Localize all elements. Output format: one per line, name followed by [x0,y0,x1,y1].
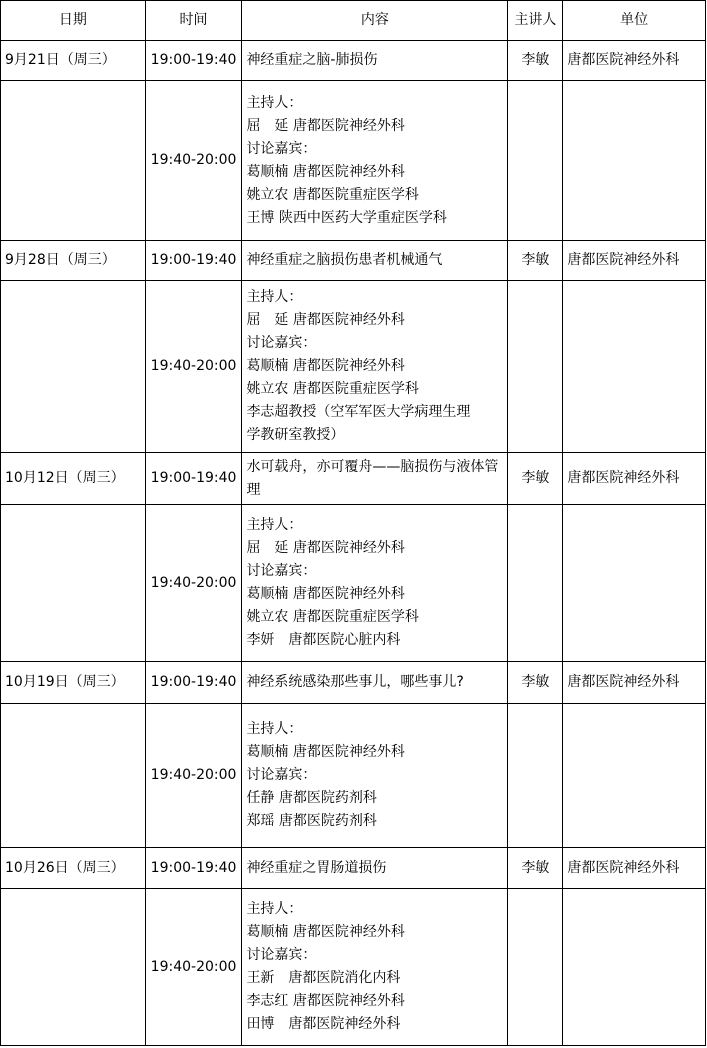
speaker-unit: 唐都医院神经外科 [563,662,706,704]
header-time: 时间 [145,1,242,41]
speaker-unit: 唐都医院神经外科 [563,41,706,81]
session-date: 10月19日（周三） [1,662,146,704]
discussion-line: 郑瑶 唐都医院药剂科 [246,813,377,829]
discussion-line: 屈 延 唐都医院神经外科 [246,312,405,328]
empty-date-cell [1,81,146,241]
discussion-line: 姚立农 唐都医院重症医学科 [246,609,419,625]
discussion-line: 李志超教授（空军军医大学病理生理 [246,404,471,420]
discussion-line: 姚立农 唐都医院重症医学科 [246,381,419,397]
talk-row [1,453,706,505]
talk-row [1,241,706,281]
empty-date-cell [1,505,146,662]
discussion-line: 王新 唐都医院消化内科 [246,970,401,986]
discussion-line: 王博 陕西中医药大学重症医学科 [246,209,447,226]
header-speaker: 主讲人 [508,1,563,41]
empty-date-cell [1,889,146,1046]
header-row [1,1,706,41]
discussion-line: 葛顺楠 唐都医院神经外科 [246,586,405,602]
header-content: 内容 [242,1,508,41]
discussion-line: 屈 延 唐都医院神经外科 [246,540,405,556]
empty-unit-cell [563,281,706,453]
empty-date-cell [1,281,146,453]
discussion-line: 葛顺楠 唐都医院神经外科 [246,358,405,374]
talk-topic: 神经系统感染那些事儿，哪些事儿? [242,662,508,704]
empty-unit-cell [563,81,706,241]
empty-unit-cell [563,889,706,1046]
discussion-line: 任静 唐都医院药剂科 [246,790,377,806]
discussion-row [1,505,706,662]
discussion-line: 主持人： [246,94,303,111]
discussion-line: 葛顺楠 唐都医院神经外科 [246,163,405,180]
empty-unit-cell [563,704,706,848]
speaker-unit: 唐都医院神经外科 [563,453,706,505]
session-date: 10月12日（周三） [1,453,146,505]
speaker-name: 李敏 [508,453,563,505]
discussion-content [242,704,508,848]
speaker-name: 李敏 [508,241,563,281]
discussion-line: 屈 延 唐都医院神经外科 [246,117,405,134]
session-date: 10月26日（周三） [1,848,146,889]
discussion-row [1,889,706,1046]
discussion-line: 讨论嘉宾： [246,767,317,783]
discussion-time: 19:40-20:00 [145,281,242,453]
discussion-content [242,505,508,662]
discussion-line: 主持人： [246,721,303,737]
discussion-content [242,889,508,1046]
session-date: 9月28日（周三） [1,241,146,281]
discussion-line: 主持人： [246,289,303,305]
discussion-line: 学教研室教授） [246,427,345,443]
discussion-line: 葛顺楠 唐都医院神经外科 [246,744,405,760]
talk-topic: 神经重症之脑损伤患者机械通气 [242,241,508,281]
speaker-name: 李敏 [508,662,563,704]
talk-row [1,662,706,704]
discussion-line: 主持人： [246,517,303,533]
talk-time: 19:00-19:40 [145,453,242,505]
speaker-name: 李敏 [508,848,563,889]
discussion-time: 19:40-20:00 [145,889,242,1046]
discussion-line: 讨论嘉宾： [246,140,317,157]
talk-topic: 水可载舟，亦可覆舟——脑损伤与液体管理 [242,453,508,505]
discussion-line: 葛顺楠 唐都医院神经外科 [246,924,405,940]
discussion-row [1,281,706,453]
discussion-time: 19:40-20:00 [145,704,242,848]
empty-speaker-cell [508,81,563,241]
empty-speaker-cell [508,505,563,662]
empty-speaker-cell [508,889,563,1046]
talk-topic: 神经重症之胃肠道损伤 [242,848,508,889]
discussion-row [1,704,706,848]
talk-time: 19:00-19:40 [145,848,242,889]
talk-time: 19:00-19:40 [145,662,242,704]
discussion-content [242,81,508,241]
header-date: 日期 [1,1,146,41]
empty-speaker-cell [508,704,563,848]
empty-speaker-cell [508,281,563,453]
talk-row [1,41,706,81]
speaker-name: 李敏 [508,41,563,81]
discussion-time: 19:40-20:00 [145,505,242,662]
discussion-line: 主持人： [246,901,303,917]
discussion-content [242,281,508,453]
talk-row [1,848,706,889]
discussion-line: 讨论嘉宾： [246,947,317,963]
discussion-row [1,81,706,241]
session-date: 9月21日（周三） [1,41,146,81]
speaker-unit: 唐都医院神经外科 [563,848,706,889]
empty-unit-cell [563,505,706,662]
discussion-line: 李妍 唐都医院心脏内科 [246,632,401,648]
discussion-time: 19:40-20:00 [145,81,242,241]
speaker-unit: 唐都医院神经外科 [563,241,706,281]
talk-time: 19:00-19:40 [145,41,242,81]
empty-date-cell [1,704,146,848]
discussion-line: 田博 唐都医院神经外科 [246,1016,401,1032]
discussion-line: 讨论嘉宾： [246,335,317,351]
discussion-line: 李志红 唐都医院神经外科 [246,993,405,1009]
discussion-line: 姚立农 唐都医院重症医学科 [246,186,419,203]
header-unit: 单位 [563,1,706,41]
talk-topic: 神经重症之脑-肺损伤 [242,41,508,81]
discussion-line: 讨论嘉宾： [246,563,317,579]
talk-time: 19:00-19:40 [145,241,242,281]
